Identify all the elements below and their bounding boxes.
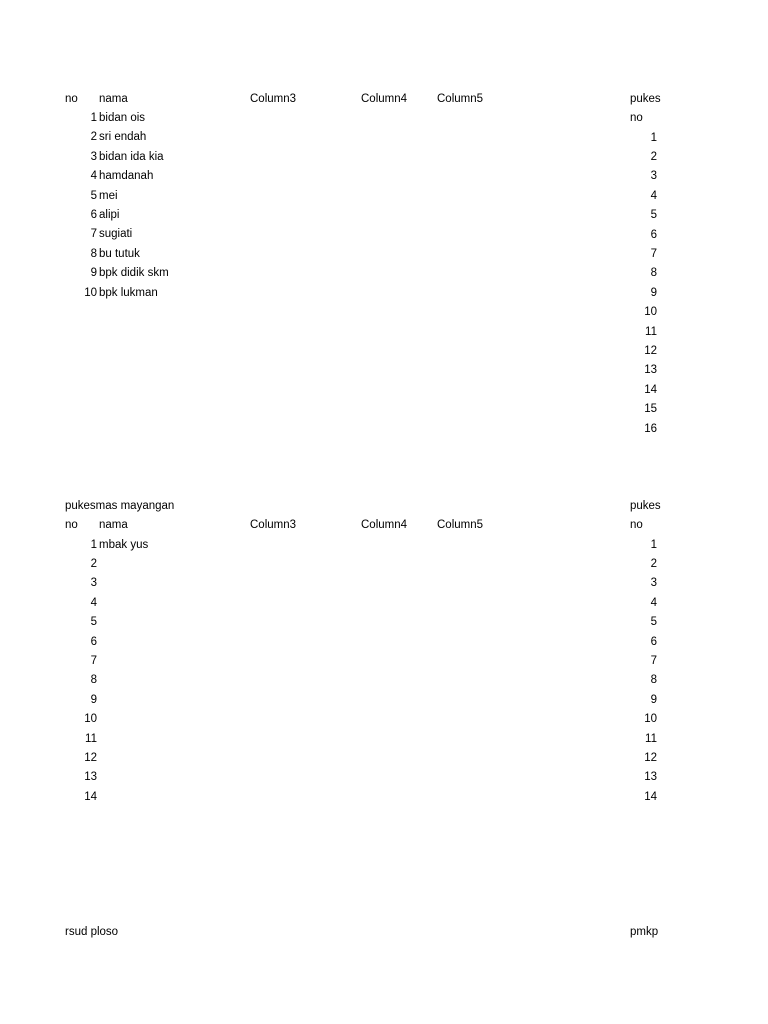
row-number: 14 [84,790,97,803]
row-number: 8 [90,247,97,260]
right-row-number: 5 [650,209,657,222]
header-nama: nama [99,519,128,531]
right-table-title: pukes [630,93,661,105]
row-name: bu tutuk [99,247,140,260]
right-row-number: 2 [650,150,657,163]
right-table-title: pukes [630,500,661,512]
header-column3: Column3 [250,93,297,105]
row-name: bpk lukman [99,286,158,299]
row-name: mbak yus [99,538,149,551]
header-column5: Column5 [437,93,484,105]
section-title-pmkp: pmkp [630,926,659,938]
right-row-number: 6 [650,635,657,648]
right-row-number: 11 [645,732,657,745]
header-nama: nama [99,93,128,105]
row-number: 13 [84,771,97,784]
right-row-number: 9 [650,286,657,299]
right-header-no: no [630,519,643,531]
row-name: sri endah [99,131,147,144]
right-row-number: 13 [644,364,657,377]
row-number: 1 [90,112,97,124]
right-row-number: 10 [644,713,657,726]
right-row-number: 8 [650,267,657,280]
row-number: 3 [90,150,97,163]
row-name: bidan ida kia [99,150,164,163]
right-row-number: 14 [644,790,657,803]
header-column4: Column4 [361,93,408,105]
header-column5: Column5 [437,519,484,531]
row-number: 12 [84,751,97,764]
right-row-number: 10 [644,306,657,319]
table-title: pukesmas mayangan [65,500,175,512]
right-row-number: 1 [650,538,657,551]
row-number: 7 [90,654,97,667]
right-row-number: 14 [644,383,657,396]
right-row-number: 12 [644,751,657,764]
right-row-number: 9 [650,693,657,706]
right-row-number: 12 [644,344,657,357]
row-number: 4 [90,170,97,183]
right-row-number: 3 [650,577,657,590]
row-name: mei [99,189,118,202]
header-no: no [65,93,78,105]
row-number: 2 [90,131,97,144]
right-row-number: 7 [650,247,657,260]
row-number: 9 [90,693,97,706]
right-row-number: 3 [650,170,657,183]
row-number: 9 [90,267,97,280]
right-row-number: 6 [650,228,657,241]
row-number: 6 [90,209,97,221]
row-name: bpk didik skm [99,267,169,280]
row-number: 5 [90,189,97,202]
right-row-number: 5 [650,616,657,629]
row-name: alipi [99,209,120,221]
row-number: 6 [90,635,97,648]
row-name: hamdanah [99,170,154,183]
row-number: 8 [90,674,97,687]
row-number: 1 [90,538,97,551]
right-row-number: 11 [645,325,657,338]
row-number: 11 [85,732,97,745]
right-row-number: 7 [650,654,657,667]
row-number: 3 [90,577,97,590]
row-number: 4 [90,596,97,609]
row-number: 5 [90,616,97,629]
right-row-number: 16 [644,422,657,435]
right-row-number: 8 [650,674,657,687]
right-row-number: 1 [650,131,657,144]
row-name: bidan ois [99,112,146,124]
section-title-rsud: rsud ploso [65,926,119,938]
header-no: no [65,519,78,531]
header-column3: Column3 [250,519,297,531]
right-header-no: no [630,112,643,124]
row-number: 10 [84,713,97,726]
row-number: 7 [90,228,97,241]
row-number: 10 [84,286,97,299]
right-row-number: 15 [644,403,657,416]
row-name: sugiati [99,228,133,241]
right-row-number: 4 [650,596,657,609]
row-number: 2 [90,557,97,570]
header-column4: Column4 [361,519,408,531]
right-row-number: 13 [644,771,657,784]
right-row-number: 2 [650,557,657,570]
right-row-number: 4 [650,189,657,202]
